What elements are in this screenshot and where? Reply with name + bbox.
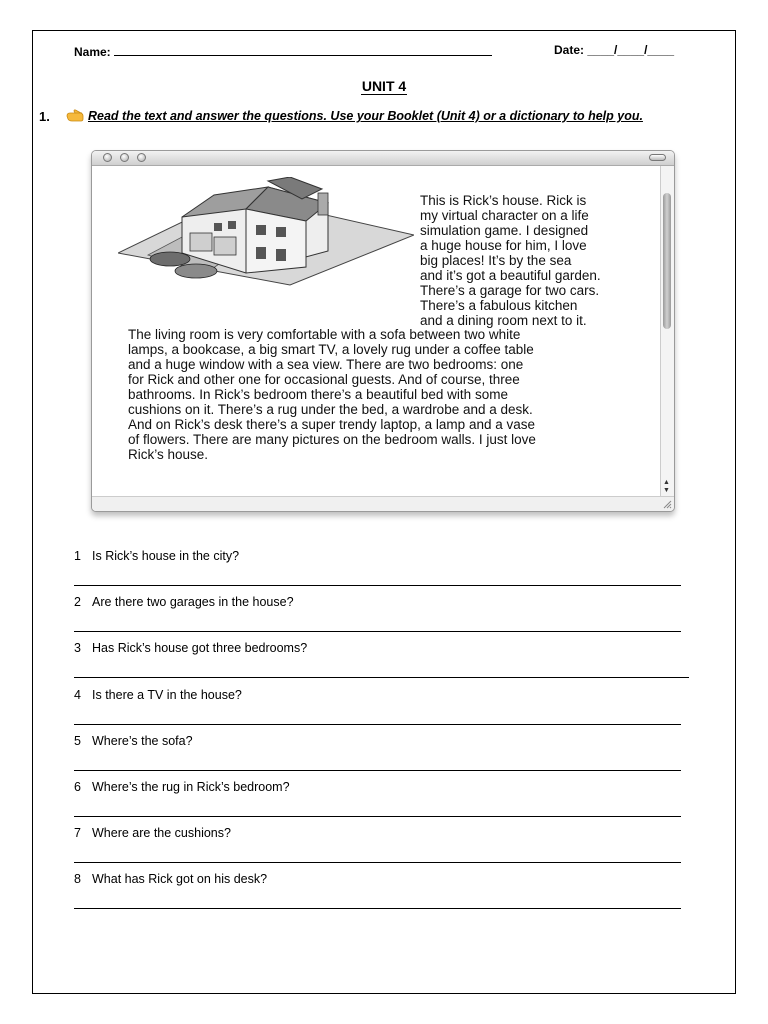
question-number: 5 [74, 733, 81, 748]
answer-line[interactable] [74, 724, 681, 725]
question-text: Is there a TV in the house? [92, 687, 242, 702]
question-number: 2 [74, 595, 81, 610]
scroll-thumb[interactable] [663, 193, 671, 329]
text-line: This is Rick’s house. Rick is [420, 193, 587, 208]
answer-line[interactable] [74, 862, 681, 863]
unit-title-row [0, 78, 768, 96]
question-text: Has Rick’s house got three bedrooms? [92, 641, 308, 656]
close-window-icon[interactable] [103, 153, 112, 162]
question-number: 7 [74, 826, 81, 841]
text-line: There’s a garage for two cars. [420, 283, 600, 298]
scroll-down-arrow-icon[interactable]: ▼ [663, 487, 670, 494]
text-line: Rick’s house. [128, 447, 209, 462]
toolbar-toggle-icon[interactable] [649, 154, 666, 161]
question-number: 4 [74, 687, 81, 702]
answer-line[interactable] [74, 585, 681, 586]
question-number: 1 [74, 549, 81, 563]
question-item [74, 872, 267, 886]
text-line: simulation game. I designed [420, 223, 589, 238]
unit-title: UNIT 4 [361, 78, 407, 94]
pointing-hand-icon [66, 108, 84, 123]
window-titlebar [92, 151, 674, 166]
question-text: What has Rick got on his desk? [92, 872, 268, 887]
question-item [74, 641, 307, 655]
exercise-number: 1. [39, 109, 50, 124]
question-item [74, 734, 193, 748]
answer-line[interactable] [74, 677, 689, 678]
name-label: Name: [74, 45, 111, 59]
vertical-scrollbar[interactable] [660, 166, 674, 496]
instruction-text: Read the text and answer the questions. Use your Booklet (Unit 4) or a dictionary to help you. [88, 109, 643, 123]
question-text: Where’s the sofa? [92, 733, 193, 748]
question-text: Is Rick’s house in the city? [92, 549, 240, 563]
question-item [74, 688, 242, 702]
question-item [74, 826, 231, 840]
house-illustration [118, 177, 414, 287]
text-line: for Rick and other one for occasional guests. And of course, three [128, 372, 520, 387]
text-line: bathrooms. In Rick’s bedroom there’s a beautiful bed with some [128, 387, 508, 402]
text-line: of flowers. There are many pictures on the bedroom walls. I just love [128, 432, 536, 447]
reading-window [91, 150, 675, 512]
question-number: 6 [74, 780, 81, 794]
question-item [74, 549, 239, 563]
resize-grip-icon[interactable] [662, 499, 672, 509]
question-text: Where’s the rug in Rick’s bedroom? [92, 780, 290, 794]
text-line: my virtual character on a life [420, 208, 589, 223]
question-number: 3 [74, 641, 81, 656]
intro-paragraph [420, 193, 656, 328]
text-line: and it’s got a beautiful garden. [420, 268, 601, 283]
question-text: Are there two garages in the house? [92, 595, 294, 610]
text-line: And on Rick’s desk there’s a super trendy laptop, a lamp and a vase [128, 417, 535, 432]
answer-line[interactable] [74, 908, 681, 909]
text-line: There’s a fabulous kitchen [420, 298, 578, 313]
text-line: and a huge window with a sea view. There are two bedrooms: one [128, 357, 524, 372]
answer-line[interactable] [74, 770, 681, 771]
answer-line[interactable] [74, 816, 681, 817]
question-number: 8 [74, 872, 81, 887]
scroll-up-arrow-icon[interactable]: ▲ [663, 479, 670, 486]
main-paragraph [128, 327, 656, 462]
text-line: cushions on it. There’s a rug under the bed, a wardrobe and a desk. [128, 402, 533, 417]
text-line: and a dining room next to it. [420, 313, 587, 328]
date-field[interactable]: Date: ____/____/____ [554, 43, 675, 57]
text-line: a huge house for him, I love [420, 238, 587, 253]
name-line[interactable] [114, 43, 492, 56]
answer-line[interactable] [74, 631, 681, 632]
text-line: big places! It’s by the sea [420, 253, 572, 268]
minimize-window-icon[interactable] [120, 153, 129, 162]
text-line: The living room is very comfortable with a sofa between two white [128, 327, 521, 342]
question-text: Where are the cushions? [92, 826, 231, 841]
zoom-window-icon[interactable] [137, 153, 146, 162]
window-bottom-bar [92, 496, 674, 511]
question-item [74, 595, 294, 609]
text-line: lamps, a bookcase, a big smart TV, a lovely rug under a coffee table [128, 342, 534, 357]
name-field[interactable] [74, 43, 492, 59]
question-item [74, 780, 290, 794]
